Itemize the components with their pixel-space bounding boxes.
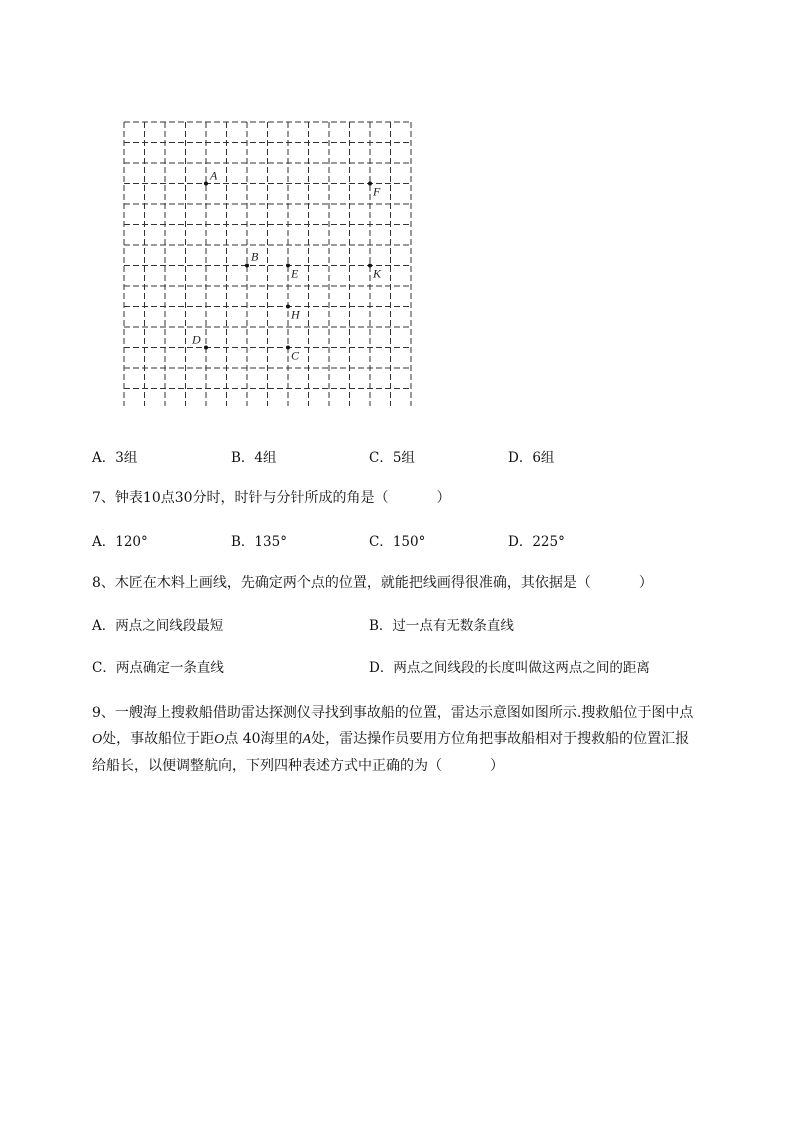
point-b xyxy=(245,264,249,268)
point-label-c: C xyxy=(291,348,300,363)
dashed-grid xyxy=(118,116,418,406)
point-label-b: B xyxy=(251,249,259,264)
q8-close-paren: ） xyxy=(638,575,653,591)
q8-stem xyxy=(92,573,653,593)
q6-option-a: A．3组 xyxy=(92,450,138,466)
q7-option-c: C．150° xyxy=(369,534,426,550)
q7-option-d: D．225° xyxy=(508,534,565,550)
q9-text: 处，雷达操作员要用方位角把事故船相对于搜救船的位置汇报 xyxy=(311,731,690,747)
q6-option-b: B．4组 xyxy=(231,450,277,466)
point-label-e: E xyxy=(291,266,299,281)
point-k xyxy=(368,264,372,268)
point-a xyxy=(204,182,208,186)
q8-option-b: B．过一点有无数条直线 xyxy=(369,618,514,634)
point-c xyxy=(286,346,290,350)
q7-option-a: A．120° xyxy=(92,534,148,550)
q9-text: 点 40海里的 xyxy=(224,731,303,747)
q7-stem-text: 7、钟表10点30分时，时针与分针所成的角是（ xyxy=(92,490,389,506)
q7-close-paren: ） xyxy=(436,490,451,506)
q8-option-a: A．两点之间线段最短 xyxy=(92,618,224,634)
q7-option-b: B．135° xyxy=(231,534,287,550)
grid-figure xyxy=(118,116,418,406)
point-label-a: A xyxy=(210,168,218,183)
q6-option-d: D．6组 xyxy=(508,450,555,466)
q6-option-c: C．5组 xyxy=(369,450,415,466)
q9-line-1: 9、一艘海上搜救船借助雷达探测仪寻找到事故船的位置，雷达示意图如图所示.搜救船位于图中点 xyxy=(92,705,694,721)
point-label-h: H xyxy=(291,307,300,322)
q8-option-d: D．两点之间线段的长度叫做这两点之间的距离 xyxy=(369,660,650,676)
point-a: A xyxy=(302,732,312,747)
q9-text: 处，事故船位于距 xyxy=(102,731,215,747)
point-label-k: K xyxy=(373,266,382,281)
point-o: O xyxy=(214,732,225,747)
point-h xyxy=(286,305,290,309)
point-d xyxy=(204,346,208,350)
point-o: O xyxy=(92,732,103,747)
q8-stem-text: 8、木匠在木料上画线，先确定两个点的位置，就能把线画得很准确，其依据是（ xyxy=(92,575,591,591)
point-label-f: F xyxy=(373,184,381,199)
q9-line-2 xyxy=(92,726,742,753)
q9-close-paren: ） xyxy=(490,758,504,774)
point-label-d: D xyxy=(192,332,201,347)
q8-option-c: C．两点确定一条直线 xyxy=(92,660,224,676)
q9-line-3 xyxy=(92,753,742,779)
q9-stem xyxy=(92,700,742,779)
point-f xyxy=(368,182,372,186)
q7-stem xyxy=(92,488,451,508)
q9-text: 给船长，以便调整航向，下列四种表述方式中正确的为（ xyxy=(92,758,442,774)
point-e xyxy=(286,264,290,268)
